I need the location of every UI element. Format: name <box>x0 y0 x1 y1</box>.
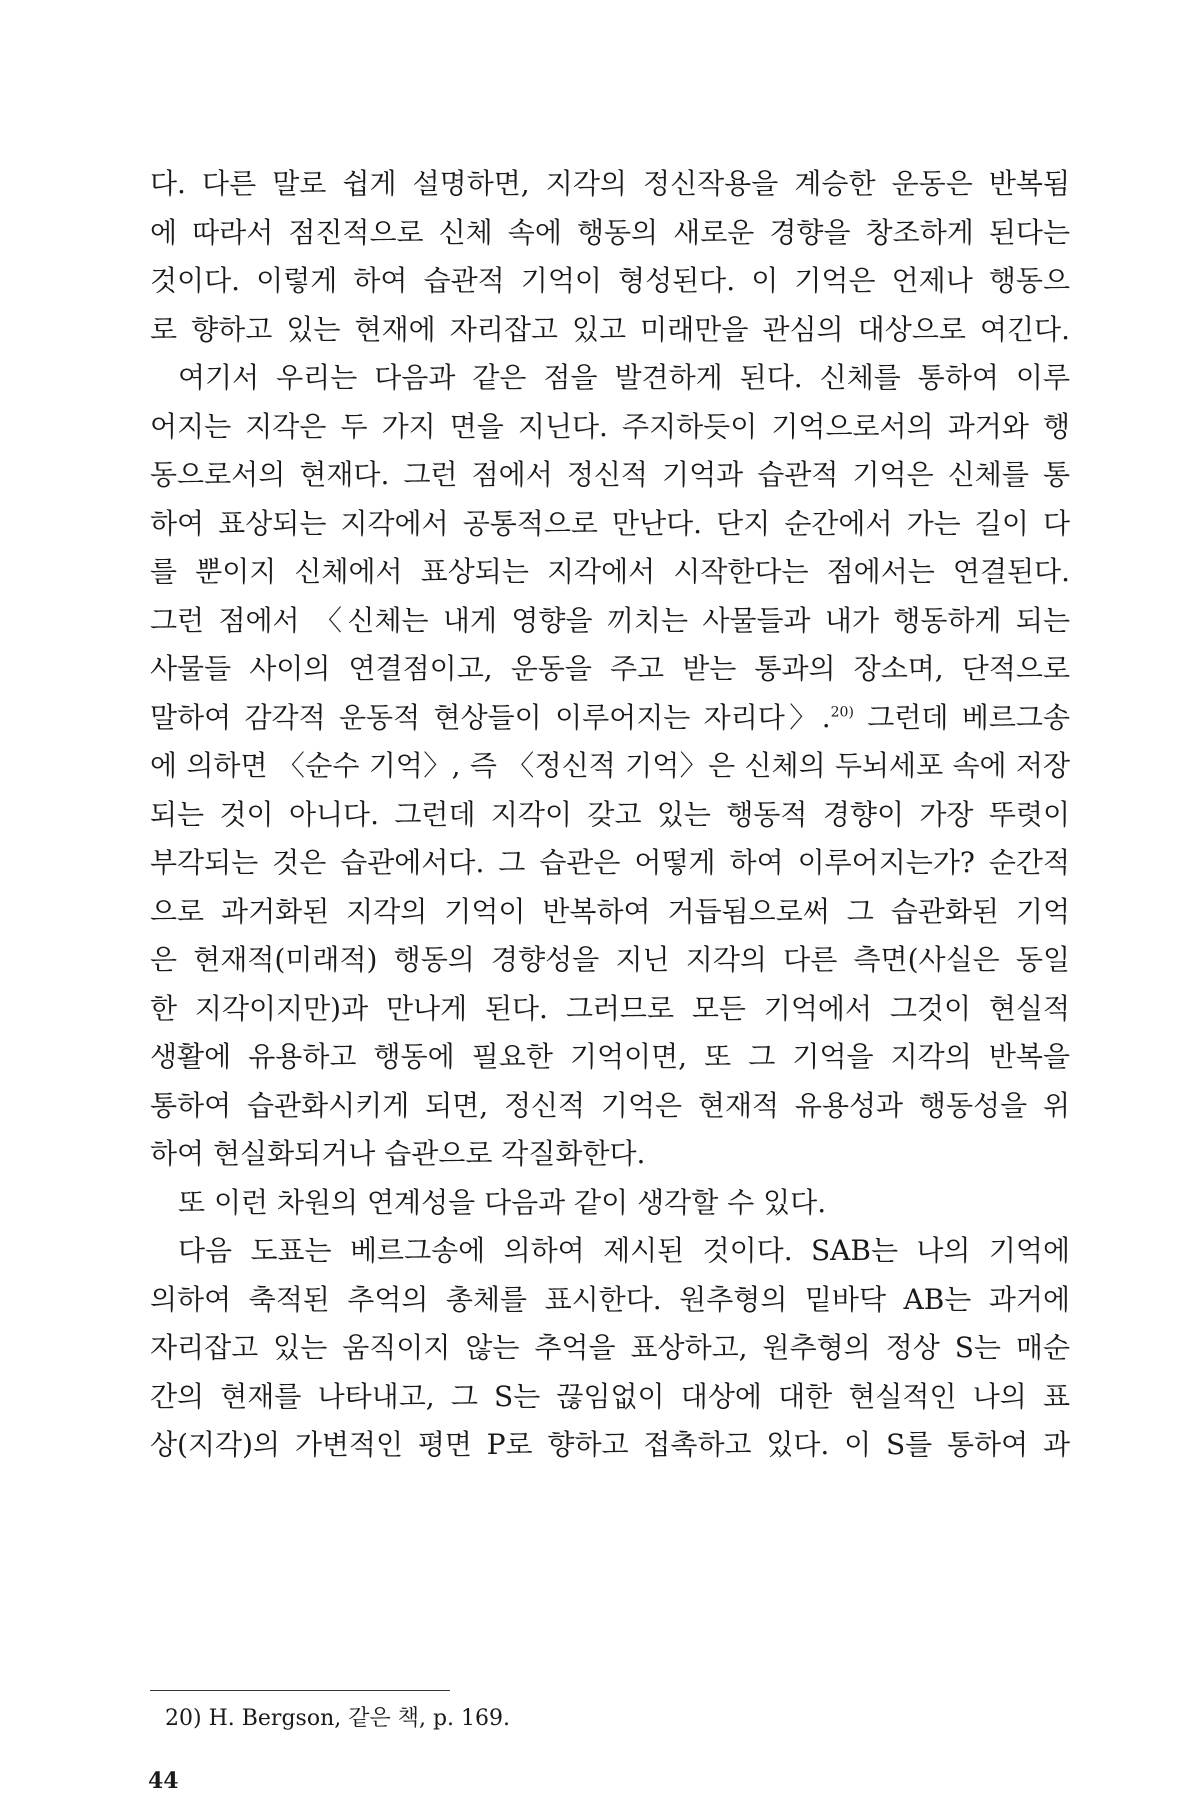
text-line: 것이다. 이렇게 하여 습관적 기억이 형성된다. 이 기억은 언제나 행동으 <box>150 264 1070 297</box>
text-line: 하여 표상되는 지각에서 공통적으로 만난다. 단지 순간에서 가는 길이 다 <box>150 506 1070 540</box>
text-line: 여기서 우리는 다음과 같은 점을 발견하게 된다. 신체를 통하여 이루 <box>178 361 1070 394</box>
text-line: 부각되는 것은 습관에서다. 그 습관은 어떻게 하여 이루어지는가? 순간적 <box>150 846 1070 879</box>
text-line: 의하여 축적된 추억의 총체를 표시한다. 원추형의 밑바닥 AB는 과거에 <box>150 1282 1070 1316</box>
text-line: 로 향하고 있는 현재에 자리잡고 있고 미래만을 관심의 대상으로 여긴다. <box>150 312 1070 346</box>
body-text <box>150 160 1070 1470</box>
footnote: 20) H. Bergson, 같은 책, p. 169. <box>165 1706 511 1731</box>
text-line: 에 따라서 점진적으로 신체 속에 행동의 새로운 경향을 창조하게 된다는 <box>150 215 1070 249</box>
text-line: 를 뿐이지 신체에서 표상되는 지각에서 시작한다는 점에서는 연결된다. <box>150 555 1070 588</box>
text-line: 생활에 유용하고 행동에 필요한 기억이면, 또 그 기억을 지각의 반복을 <box>150 1040 1070 1073</box>
footnote-divider <box>150 1690 450 1691</box>
text-line: 간의 현재를 나타내고, 그 S는 끊임없이 대상에 대한 현실적인 나의 표 <box>150 1379 1070 1413</box>
text-line-with-footnote <box>150 694 1070 743</box>
text-line: 다음 도표는 베르그송에 의하여 제시된 것이다. SAB는 나의 기억에 <box>178 1234 1070 1267</box>
text-line: 한 지각이지만)과 만나게 된다. 그러므로 모든 기억에서 그것이 현실적 <box>150 991 1070 1025</box>
text-line: 상(지각)의 가변적인 평면 P로 향하고 접촉하고 있다. 이 S를 통하여 과 <box>150 1428 1070 1461</box>
text-line: 다. 다른 말로 쉽게 설명하면, 지각의 정신작용을 계승한 운동은 반복됨 <box>150 167 1070 200</box>
text-line: 하여 현실화되거나 습관으로 각질화한다. <box>150 1137 646 1170</box>
text-line: 되는 것이 아니다. 그런데 지각이 갖고 있는 행동적 경향이 가장 뚜렷이 <box>150 797 1070 831</box>
page-number: 44 <box>148 1768 179 1794</box>
text-segment: 그런데 베르그송 <box>867 700 1070 734</box>
text-line: 에 의하면 〈순수 기억〉, 즉 〈정신적 기억〉은 신체의 두뇌세포 속에 저장 <box>150 749 1070 782</box>
text-line: 자리잡고 있는 움직이지 않는 추억을 표상하고, 원추형의 정상 S는 매순 <box>150 1331 1070 1364</box>
text-line: 또 이런 차원의 연계성을 다음과 같이 생각할 수 있다. <box>178 1185 827 1219</box>
footnote-reference[interactable]: 20) <box>830 704 854 721</box>
text-line: 통하여 습관화시키게 되면, 정신적 기억은 현재적 유용성과 행동성을 위 <box>150 1088 1070 1122</box>
text-line: 사물들 사이의 연결점이고, 운동을 주고 받는 통과의 장소며, 단적으로 <box>150 652 1070 685</box>
text-line: 어지는 지각은 두 가지 면을 지닌다. 주지하듯이 기억으로서의 과거와 행 <box>150 409 1070 443</box>
text-line: 으로 과거화된 지각의 기억이 반복하여 거듭됨으로써 그 습관화된 기억 <box>150 894 1070 928</box>
text-line: 그런 점에서 〈신체는 내게 영향을 끼치는 사물들과 내가 행동하게 되는 <box>150 603 1070 637</box>
text-line: 은 현재적(미래적) 행동의 경향성을 지닌 지각의 다른 측면(사실은 동일 <box>150 943 1070 976</box>
text-segment: 말하여 감각적 운동적 현상들이 이루어지는 자리다〉. <box>150 700 831 734</box>
text-line: 동으로서의 현재다. 그런 점에서 정신적 기억과 습관적 기억은 신체를 통 <box>150 458 1070 491</box>
